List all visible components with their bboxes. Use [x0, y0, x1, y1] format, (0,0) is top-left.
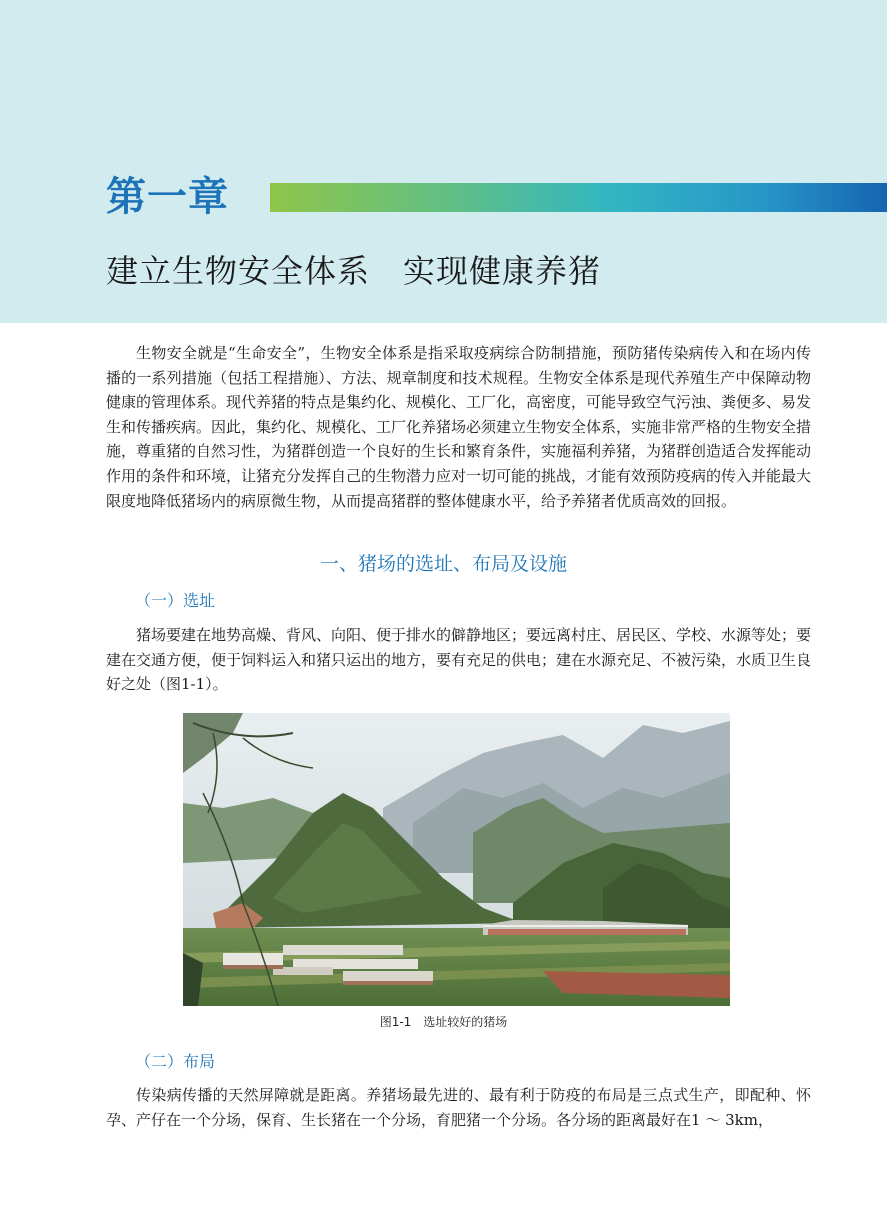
- layout-paragraph: 传染病传播的天然屏障就是距离。养猪场最先进的、最有利于防疫的布局是三点式生产，即配种、怀孕、产仔在一个分场，保育、生长猪在一个分场，育肥猪一个分场。各分场的距离最好在1 ～ 3km，: [106, 1086, 811, 1129]
- subsection-heading-layout: （二）布局: [135, 1052, 216, 1071]
- chapter-subtitle: 建立生物安全体系 实现健康养猪: [106, 252, 602, 290]
- pig-farm-photo: [183, 713, 730, 1006]
- section-heading: 一、猪场的选址、布局及设施: [319, 553, 567, 575]
- subsection-heading-site: （一）选址: [135, 591, 216, 610]
- intro-paragraph: 生物安全就是“生命安全”，生物安全体系是指采取疫病综合防制措施，预防猪传染病传入和在场内传播的一系列措施（包括工程措施）、方法、规章制度和技术规程。生物安全体系是现代养殖生产中保障动物健康的管理体系。现代养猪的特点是集约化、规模化、工厂化，高密度，可能导致空气污浊、粪便多、易发生和传播疾病。因此，集约化、规模化、工厂化养猪场必须建立生物安全体系，实施非常严格的生物安全措施，尊重猪的自然习性，为猪群创造一个良好的生长和繁育条件，实施福利养猪，为猪群创造适合发挥能动作用的条件和环境，让猪充分发挥自己的生物潜力应对一切可能的挑战，才能有效预防疫病的传入并能最大限度地降低猪场内的病原微生物，从而提高猪群的整体健康水平，给予养猪者优质高效的回报。: [106, 344, 812, 510]
- site-paragraph: 猪场要建在地势高燥、背风、向阳、便于排水的僻静地区；要远离村庄、居民区、学校、水源等处；要建在交通方便，便于饲料运入和猪只运出的地方，要有充足的供电；建在水源充足、不被污染，水质卫生良好之处（图1-1）。: [106, 626, 812, 694]
- chapter-gradient-bar: [270, 183, 887, 212]
- chapter-number: 第一章: [106, 174, 229, 220]
- figure-caption: 图1-1 选址较好的猪场: [379, 1015, 508, 1029]
